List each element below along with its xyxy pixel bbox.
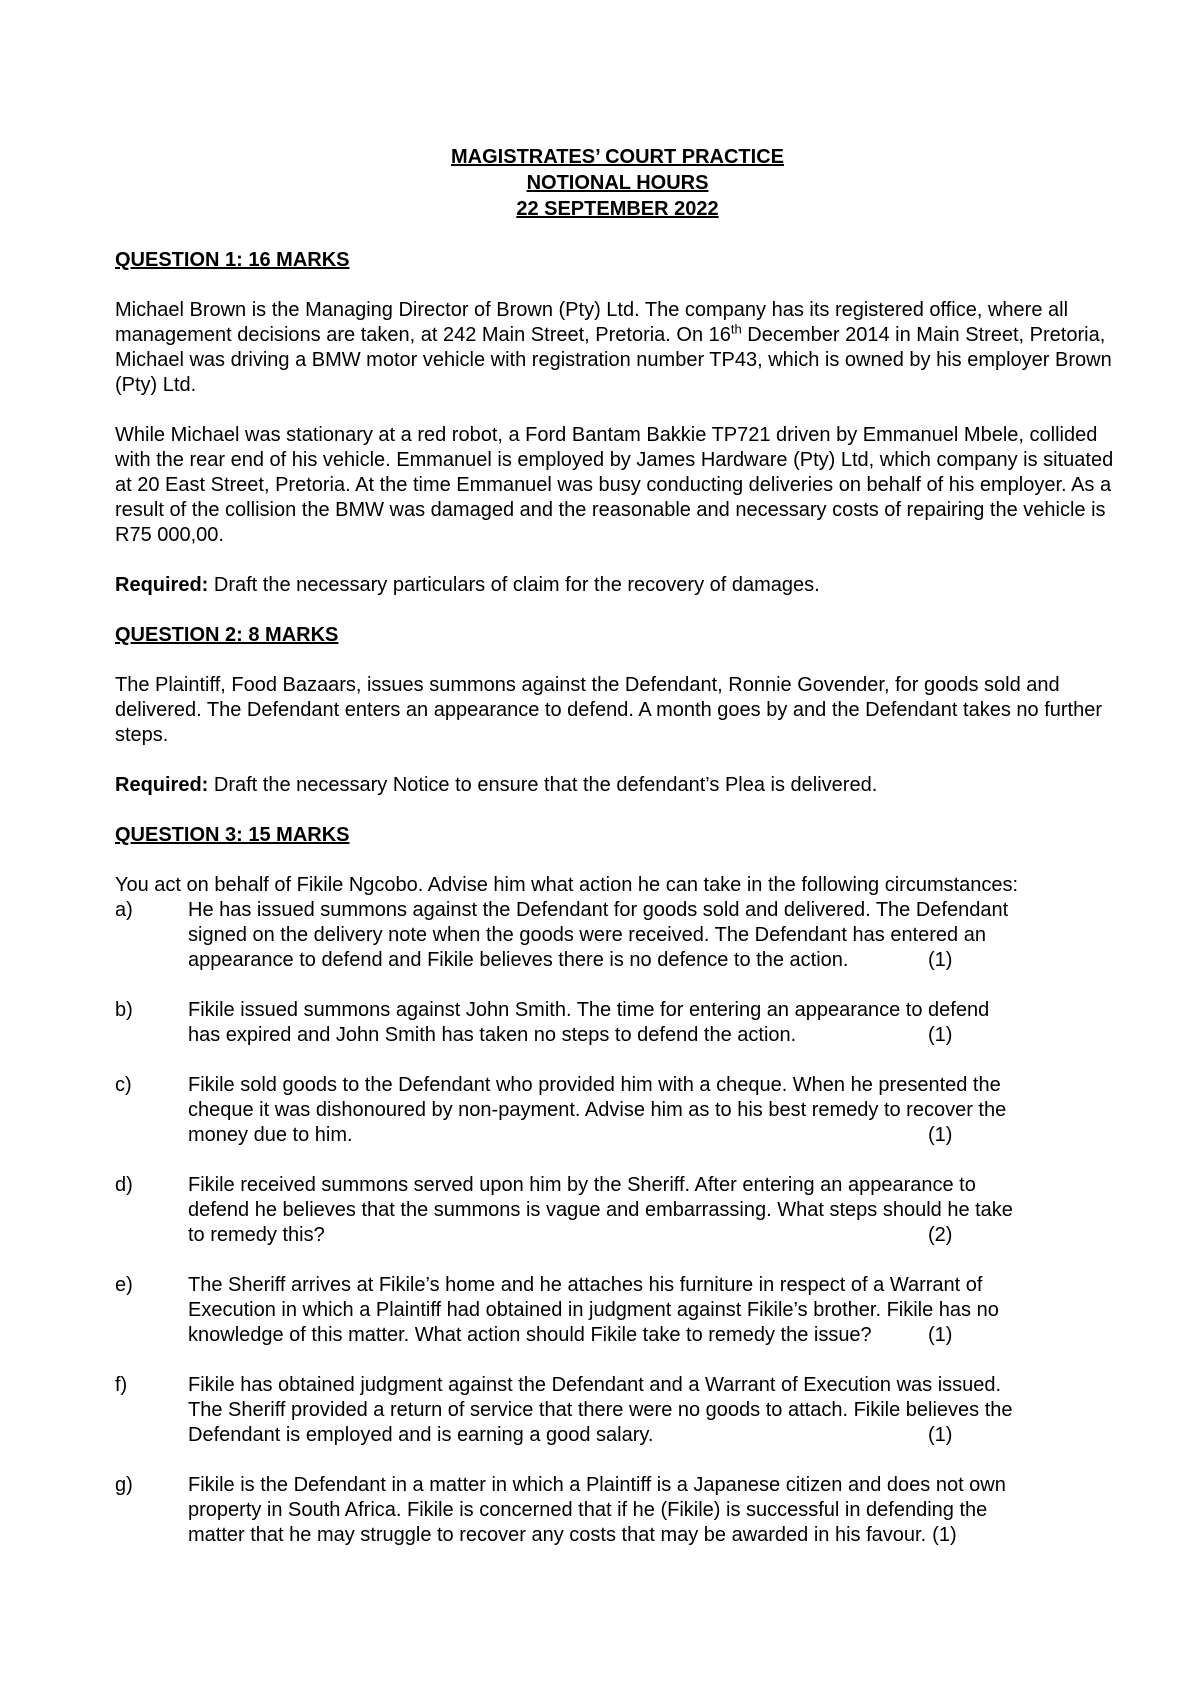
item-line xyxy=(188,898,1120,923)
item-mark: (2) xyxy=(928,1224,953,1246)
item-line-text: cheque it was dishonoured by non-payment. Advise him as to his best remedy to recover the xyxy=(188,1099,1007,1121)
item-line-text: knowledge of this matter. What action should Fikile take to remedy the issue? xyxy=(188,1324,872,1346)
document-page xyxy=(115,145,1120,1548)
item-mark: (1) xyxy=(928,949,953,971)
title-line-hours: NOTIONAL HOURS xyxy=(526,172,709,194)
question-3-item xyxy=(115,1273,1120,1348)
item-line xyxy=(188,1123,1120,1148)
q1-p1-superscript: th xyxy=(730,321,742,337)
item-line xyxy=(188,1523,1120,1548)
item-line-text: Defendant is employed and is earning a good salary. xyxy=(188,1424,654,1446)
item-line xyxy=(188,1423,1120,1448)
item-line xyxy=(188,1023,1120,1048)
question-3-item xyxy=(115,1473,1120,1548)
question-2-heading: QUESTION 2: 8 MARKS xyxy=(115,624,339,646)
item-line xyxy=(188,1073,1120,1098)
item-letter: e) xyxy=(115,1274,133,1296)
question-3-item xyxy=(115,1373,1120,1448)
item-mark: (1) xyxy=(928,1424,953,1446)
item-letter: g) xyxy=(115,1474,133,1496)
item-letter: a) xyxy=(115,899,133,921)
item-line xyxy=(188,1298,1120,1323)
item-letter: d) xyxy=(115,1174,133,1196)
item-line-text: signed on the delivery note when the goods were received. The Defendant has entered an xyxy=(188,924,986,946)
item-line xyxy=(188,1373,1120,1398)
item-line-text: appearance to defend and Fikile believes there is no defence to the action. xyxy=(188,949,849,971)
item-line xyxy=(188,923,1120,948)
question-3-intro: You act on behalf of Fikile Ngcobo. Advise him what action he can take in the following circumstances: xyxy=(115,874,1019,896)
required-text: Draft the necessary Notice to ensure that the defendant’s Plea is delivered. xyxy=(208,774,878,796)
question-3-heading: QUESTION 3: 15 MARKS xyxy=(115,824,350,846)
item-line-text: defend he believes that the summons is vague and embarrassing. What steps should he take xyxy=(188,1199,1013,1221)
item-letter: c) xyxy=(115,1074,132,1096)
item-line-text: Execution in which a Plaintiff had obtained in judgment against Fikile’s brother. Fikile has no xyxy=(188,1299,999,1321)
q1-p1-text-a: Michael Brown is the Managing Director of Brown (Pty) Ltd. The company has its registered office, where all management decisions are taken, at 242 Main Street, Pretoria. On 16 xyxy=(115,299,1069,346)
item-line xyxy=(188,1098,1120,1123)
item-line xyxy=(188,1398,1120,1423)
item-line xyxy=(188,1323,1120,1348)
question-1-paragraph-2: While Michael was stationary at a red robot, a Ford Bantam Bakkie TP721 driven by Emmanuel Mbele, collided with the rear end of his vehicle. Emmanuel is employed by James Hardware (Pty) Ltd, which company is situated at 20 East Street, Pretoria. At the time Emmanuel was busy conducting deliveries on behalf of his employer. As a result of the collision the BMW was damaged and the reasonable and necessary costs of repairing the vehicle is R75 000,00. xyxy=(115,424,1114,546)
item-line xyxy=(188,1173,1120,1198)
item-line-text: property in South Africa. Fikile is concerned that if he (Fikile) is successful in defending the xyxy=(188,1499,988,1521)
item-line-text: The Sheriff provided a return of service that there were no goods to attach. Fikile believes the xyxy=(188,1399,1013,1421)
item-line-text: money due to him. xyxy=(188,1124,353,1146)
title-line-course: MAGISTRATES’ COURT PRACTICE xyxy=(451,146,784,168)
question-1-heading: QUESTION 1: 16 MARKS xyxy=(115,249,350,271)
item-line-text: Fikile has obtained judgment against the Defendant and a Warrant of Execution was issued. xyxy=(188,1374,1002,1396)
item-line-text: has expired and John Smith has taken no steps to defend the action. xyxy=(188,1024,797,1046)
item-line-text: Fikile sold goods to the Defendant who provided him with a cheque. When he presented the xyxy=(188,1074,1001,1096)
question-3-item xyxy=(115,1173,1120,1248)
item-mark: (1) xyxy=(932,1524,957,1546)
item-line xyxy=(188,948,1120,973)
question-3-item xyxy=(115,1073,1120,1148)
question-2-required xyxy=(115,773,1120,798)
question-3-item xyxy=(115,998,1120,1048)
item-line-text: The Sheriff arrives at Fikile’s home and he attaches his furniture in respect of a Warrant of xyxy=(188,1274,983,1296)
item-line-text: to remedy this? xyxy=(188,1224,325,1246)
item-line-text: Fikile issued summons against John Smith. The time for entering an appearance to defend xyxy=(188,999,990,1021)
item-letter: f) xyxy=(115,1374,128,1396)
item-line-text: matter that he may struggle to recover any costs that may be awarded in his favour. xyxy=(188,1524,927,1546)
item-line-text: Fikile is the Defendant in a matter in which a Plaintiff is a Japanese citizen and does not own xyxy=(188,1474,1006,1496)
item-mark: (1) xyxy=(928,1124,953,1146)
item-line xyxy=(188,1498,1120,1523)
item-mark: (1) xyxy=(928,1024,953,1046)
q1-p1-text-b: December 2014 in Main Street, Pretoria, Michael was driving a BMW motor vehicle with registration number TP43, which is owned by his employer Brown (Pty) Ltd. xyxy=(115,324,1112,396)
question-3-items xyxy=(115,898,1120,1548)
question-2-paragraph-1: The Plaintiff, Food Bazaars, issues summons against the Defendant, Ronnie Govender, for goods sold and delivered. The Defendant enters an appearance to defend. A month goes by and the Defendant takes no further steps. xyxy=(115,674,1102,746)
required-text: Draft the necessary particulars of claim for the recovery of damages. xyxy=(208,574,820,596)
item-line xyxy=(188,1273,1120,1298)
item-line-text: Fikile received summons served upon him by the Sheriff. After entering an appearance to xyxy=(188,1174,976,1196)
item-line-text: He has issued summons against the Defendant for goods sold and delivered. The Defendant xyxy=(188,899,1009,921)
item-letter: b) xyxy=(115,999,133,1021)
title-line-date: 22 SEPTEMBER 2022 xyxy=(516,198,719,220)
item-line xyxy=(188,1198,1120,1223)
question-1-paragraph-1 xyxy=(115,298,1120,398)
item-mark: (1) xyxy=(928,1324,953,1346)
question-3-item xyxy=(115,898,1120,973)
required-label: Required: xyxy=(115,574,209,596)
item-line xyxy=(188,1473,1120,1498)
item-line xyxy=(188,1223,1120,1248)
question-1-required xyxy=(115,573,1120,598)
item-line xyxy=(188,998,1120,1023)
document-title xyxy=(115,145,1120,223)
required-label: Required: xyxy=(115,774,209,796)
